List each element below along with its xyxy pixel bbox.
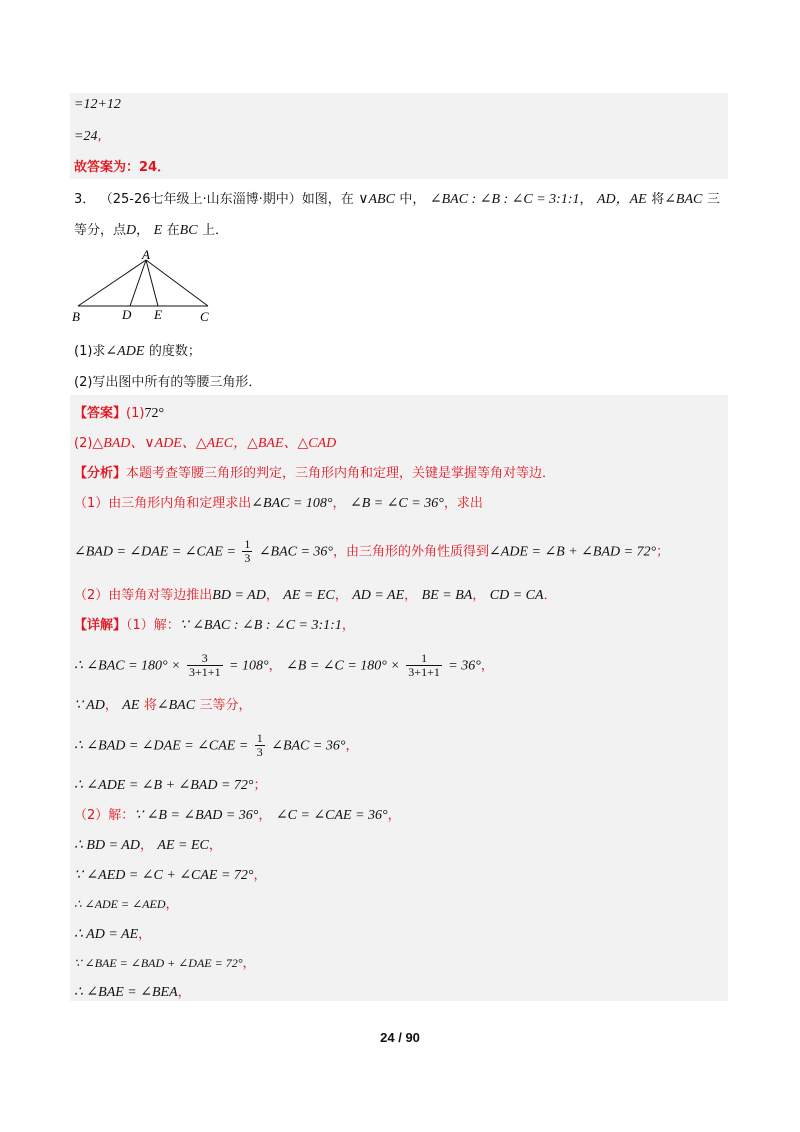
detail-line-8 xyxy=(74,866,267,885)
answer-2-num: (2) xyxy=(74,436,93,451)
problem-line2-c: 在 xyxy=(166,223,180,238)
analysis-s1-m1: ∠BAC = 108° xyxy=(251,496,333,511)
problem-text-e: 三 xyxy=(706,192,720,207)
analysis-s3-d: ， xyxy=(404,588,418,603)
detail-l5-end: ； xyxy=(253,778,267,793)
detail-part-1: （1）解： xyxy=(126,618,180,633)
detail-l4-fraction xyxy=(255,732,265,759)
analysis-text: 本题考查等腰三角形的判定，三角形内角和定理，关键是掌握等角对等边． xyxy=(126,466,556,481)
analysis-s3-m5: CD = CA xyxy=(489,588,544,603)
fraction-denominator: 3 xyxy=(256,745,263,759)
detail-l3-c: 三等分， xyxy=(199,698,252,713)
detail-line-1 xyxy=(74,616,355,635)
analysis-s2-m3: ∠ADE = ∠B + ∠BAD = 72° xyxy=(489,544,657,560)
detail-l3-b: 将 xyxy=(143,698,157,713)
top-eq2-punct: , xyxy=(97,129,102,144)
analysis-s2-m1: ∠BAD = ∠DAE = ∠CAE = xyxy=(74,544,236,560)
detail-line-5 xyxy=(74,776,267,795)
question-2: (2)写出图中所有的等腰三角形． xyxy=(74,375,262,390)
detail-line-2 xyxy=(74,652,494,679)
detail-l2-m3: ∠B = ∠C = 180° × xyxy=(286,658,400,674)
problem-text-a: 如图，在 xyxy=(301,192,354,207)
detail-l12-end: ， xyxy=(177,985,191,1000)
problem-line-2 xyxy=(74,221,228,240)
analysis-s2-m2: ∠BAC = 36° xyxy=(258,544,334,560)
page-number xyxy=(0,1030,800,1045)
analysis-s3-c: ， xyxy=(334,588,348,603)
page-separator: / xyxy=(398,1030,402,1045)
problem-ratio: ∠BAC : ∠B : ∠C = 3:1:1 xyxy=(429,192,580,207)
detail-l5-math: ∴ ∠ADE = ∠B + ∠BAD = 72° xyxy=(74,778,254,793)
problem-line2-a: 等分，点 xyxy=(74,223,127,238)
detail-l1-math: ∵ ∠BAC : ∠B : ∠C = 3:1:1 xyxy=(179,618,342,633)
detail-l7-m1: ∴ BD = AD xyxy=(74,838,140,853)
analysis-tag: 【分析】 xyxy=(74,466,127,481)
top-eq1: =12+12 xyxy=(74,97,121,112)
detail-l4-m1: ∴ ∠BAD = ∠DAE = ∠CAE = xyxy=(74,738,249,754)
detail-l3-m2: AE xyxy=(122,698,140,713)
detail-l7-m2: AE = EC xyxy=(157,838,209,853)
detail-l7-a: ， xyxy=(139,838,153,853)
analysis-line-3 xyxy=(74,538,669,565)
analysis-s2-end: ； xyxy=(656,544,670,560)
detail-l6-a: ， xyxy=(258,808,272,823)
segment-ad xyxy=(130,260,146,306)
fraction-numerator: 3 xyxy=(187,652,223,666)
analysis-s3-m3: AD = AE xyxy=(352,588,405,603)
fraction-numerator: 1 xyxy=(256,731,263,745)
detail-l12-math: ∴ ∠BAE = ∠BEA xyxy=(74,985,178,1000)
problem-text-c: ， xyxy=(579,192,593,207)
detail-l9-end: ， xyxy=(165,897,179,912)
analysis-line-4 xyxy=(74,586,557,605)
label-d: D xyxy=(122,307,132,322)
detail-l2-b: ， xyxy=(268,658,282,674)
detail-line-6 xyxy=(74,806,401,825)
label-c: C xyxy=(200,309,209,324)
answer-1-value: 72° xyxy=(144,406,165,421)
problem-line-1 xyxy=(74,190,720,209)
top-answer-line: 故答案为：24． xyxy=(74,160,171,175)
question-1 xyxy=(74,342,201,361)
detail-l10-math: ∴ AD = AE xyxy=(74,927,139,942)
detail-l11-math: ∵ ∠BAE = ∠BAD + ∠DAE = 72° xyxy=(74,956,243,970)
detail-l3-m3: ∠BAC xyxy=(156,698,196,713)
analysis-s3-f: ． xyxy=(543,588,557,603)
answer-1-num: (1) xyxy=(126,406,145,421)
analysis-line-2 xyxy=(74,494,483,513)
detail-l8-end: ， xyxy=(253,868,267,883)
problem-line2-b: ， xyxy=(136,223,150,238)
detail-l2-m1: ∴ ∠BAC = 180° × xyxy=(74,658,181,674)
analysis-s3-b: ， xyxy=(265,588,279,603)
problem-source: （25-26七年级上·山东淄博·期中） xyxy=(99,192,302,207)
current-page: 24 xyxy=(380,1030,395,1045)
detail-l4-end: ， xyxy=(345,738,359,754)
analysis-s1-c: ，求出 xyxy=(443,496,483,511)
problem-bac: ∠BAC xyxy=(664,192,703,207)
detail-l11-end: ， xyxy=(242,956,256,971)
fraction-denominator: 3+1+1 xyxy=(408,665,440,679)
detail-line-4 xyxy=(74,732,358,759)
problem-text-d: 将 xyxy=(651,192,665,207)
detail-l1-end: ， xyxy=(341,618,355,633)
detail-l10-end: ， xyxy=(138,927,152,942)
label-a: A xyxy=(142,248,150,262)
answer-line-1 xyxy=(74,404,164,423)
problem-line2-d: 上． xyxy=(201,223,228,238)
detail-l3-m1: ∵ AD xyxy=(74,698,105,713)
detail-l2-m4: = 36° xyxy=(448,658,481,674)
fraction-denominator: 3+1+1 xyxy=(189,665,221,679)
detail-l6-m2: ∠C = ∠CAE = 36° xyxy=(275,808,388,823)
label-e: E xyxy=(154,307,162,322)
question-1-angle: ∠ADE xyxy=(105,344,145,359)
detail-l3-a: ， xyxy=(104,698,118,713)
detail-l2-fraction-2 xyxy=(406,652,442,679)
analysis-s2-fraction xyxy=(242,538,252,565)
point-e: E xyxy=(153,223,163,238)
top-eq2-line xyxy=(74,127,102,146)
point-d: D xyxy=(126,223,137,238)
analysis-s3-m4: BE = BA xyxy=(421,588,473,603)
question-1-a: (1)求 xyxy=(74,344,106,359)
analysis-s3-a: （2）由等角对等边推出 xyxy=(74,588,213,603)
detail-line-12 xyxy=(74,983,191,1002)
detail-l4-m2: ∠BAC = 36° xyxy=(271,738,346,754)
analysis-s2-text: ，由三角形的外角性质得到 xyxy=(333,544,490,560)
detail-l7-end: ， xyxy=(208,838,222,853)
segment-ac xyxy=(146,260,208,306)
segment-ab xyxy=(78,260,146,306)
triangle-figure xyxy=(66,248,226,326)
segment-ae xyxy=(146,260,158,306)
detail-l9-math: ∴ ∠ADE = ∠AED xyxy=(74,897,166,911)
problem-text-b: 中， xyxy=(399,192,426,207)
problem-triangle: ∨ABC xyxy=(358,192,395,207)
analysis-s3-m1: BD = AD xyxy=(212,588,266,603)
problem-ad-ae: AD，AE xyxy=(596,192,647,207)
analysis-s3-m2: AE = EC xyxy=(283,588,335,603)
detail-l8-math: ∵ ∠AED = ∠C + ∠CAE = 72° xyxy=(74,868,254,883)
answer-tag: 【答案】 xyxy=(74,406,127,421)
detail-line-10 xyxy=(74,925,151,944)
answer-line-2 xyxy=(74,434,336,453)
analysis-s1-m2: ∠B = ∠C = 36° xyxy=(349,496,444,511)
analysis-s1-a: （1）由三角形内角和定理求出 xyxy=(74,496,252,511)
detail-line-3 xyxy=(74,696,252,715)
detail-l6-m1: ∵ ∠B = ∠BAD = 36° xyxy=(134,808,259,823)
analysis-s1-b: ， xyxy=(332,496,346,511)
question-1-b: 的度数； xyxy=(148,344,201,359)
fraction-numerator: 1 xyxy=(406,652,442,666)
detail-l6-end: ， xyxy=(387,808,401,823)
analysis-line-1 xyxy=(74,464,555,483)
label-b: B xyxy=(72,309,80,324)
fraction-numerator: 1 xyxy=(244,537,251,551)
detail-line-9 xyxy=(74,895,179,914)
detail-line-7 xyxy=(74,836,222,855)
top-eq2: =24 xyxy=(74,129,98,144)
fraction-denominator: 3 xyxy=(244,551,251,565)
detail-tag: 【详解】 xyxy=(74,618,127,633)
answer-2-list: △BAD、∨ADE、△AEC，△BAE、△CAD xyxy=(92,436,337,451)
total-pages: 90 xyxy=(405,1030,420,1045)
segment-bc: BC xyxy=(179,223,198,238)
detail-l2-end: ， xyxy=(480,658,494,674)
detail-l2-m2: = 108° xyxy=(229,658,269,674)
detail-l2-fraction-1 xyxy=(187,652,223,679)
analysis-s3-e: ， xyxy=(472,588,486,603)
detail-line-11 xyxy=(74,954,256,973)
problem-number: 3． xyxy=(74,192,96,207)
detail-part-2: （2）解： xyxy=(74,808,135,823)
